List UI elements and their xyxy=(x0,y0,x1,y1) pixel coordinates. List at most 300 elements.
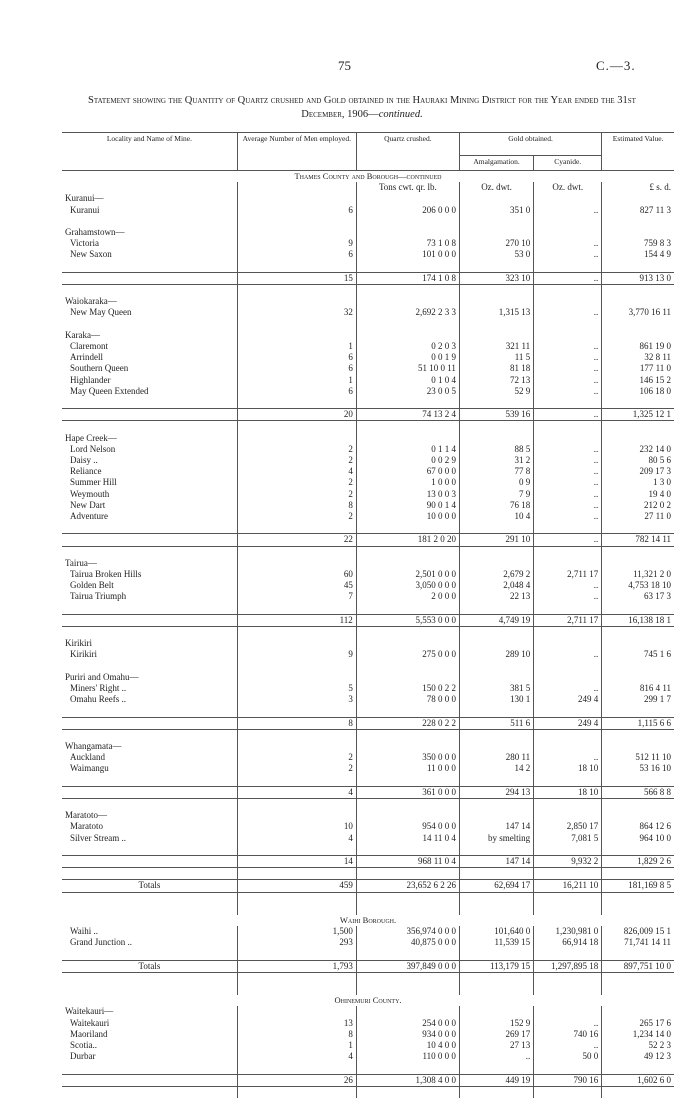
group-blank xyxy=(534,227,602,238)
spacer-cell xyxy=(356,421,459,433)
men-employed: 8 xyxy=(237,500,356,511)
spacer-cell xyxy=(237,844,356,856)
gold-cyanide: .. xyxy=(534,683,602,694)
spacer-cell xyxy=(534,705,602,717)
spacer-cell xyxy=(62,705,237,717)
quartz-crushed: 254 0 0 0 xyxy=(356,1018,459,1029)
group-name: Whangamata— xyxy=(65,740,122,751)
group-blank xyxy=(602,330,674,341)
estimated-value: 16,138 18 1 xyxy=(602,614,674,626)
group-blank xyxy=(534,558,602,569)
label-cell xyxy=(62,855,237,867)
spacer-cell xyxy=(459,661,533,672)
group-blank xyxy=(356,227,459,238)
spacer-cell xyxy=(602,729,674,741)
group-blank xyxy=(237,810,356,821)
header-value: Estimated Value. xyxy=(602,133,674,171)
gold-amalgamation: 31 2 xyxy=(459,455,533,466)
group-blank xyxy=(237,741,356,752)
mine-name: Waimangu xyxy=(70,763,109,774)
spacer-cell xyxy=(534,868,602,880)
gold-amalgamation: 449 19 xyxy=(459,1074,533,1086)
spacer-cell xyxy=(602,775,674,787)
gold-amalgamation: 10 4 xyxy=(459,511,533,522)
men-employed: 10 xyxy=(237,821,356,832)
quartz-gold-table xyxy=(62,132,674,1098)
quartz-crushed: 78 0 0 0 xyxy=(356,694,459,705)
header-gold: Gold obtained. xyxy=(459,133,601,156)
group-blank xyxy=(534,638,602,649)
totals-label: Totals xyxy=(62,960,237,972)
men-employed: 2 xyxy=(237,477,356,488)
gold-amalgamation: 321 11 xyxy=(459,341,533,352)
subtotal-row xyxy=(62,272,674,284)
spacer-cell xyxy=(459,775,533,787)
subtotal-row xyxy=(62,855,674,867)
spacer-cell xyxy=(62,904,237,915)
table-row xyxy=(62,821,674,832)
spacer-cell xyxy=(534,844,602,856)
men-employed: 1,500 xyxy=(237,926,356,937)
estimated-value: 52 2 3 xyxy=(602,1040,674,1051)
group-blank xyxy=(459,741,533,752)
spacer-cell xyxy=(62,546,237,558)
gold-amalgamation: .. xyxy=(459,1051,533,1062)
group-heading-row xyxy=(62,1006,674,1017)
group-blank xyxy=(459,810,533,821)
spacer-row xyxy=(62,844,674,856)
spacer-cell xyxy=(237,904,356,915)
group-blank xyxy=(237,672,356,683)
spacer-cell xyxy=(459,522,533,534)
group-blank xyxy=(237,433,356,444)
gold-amalgamation: by smelting xyxy=(459,833,533,844)
gold-amalgamation: 7 9 xyxy=(459,489,533,500)
total-value: 897,751 10 0 xyxy=(602,960,674,972)
section-heading: Thames County and Borough—continued xyxy=(294,171,442,181)
subtotal-row xyxy=(62,614,674,626)
spacer-cell xyxy=(356,397,459,409)
quartz-crushed: 11 0 0 0 xyxy=(356,763,459,774)
estimated-value: 964 10 0 xyxy=(602,833,674,844)
gold-cyanide: .. xyxy=(534,363,602,374)
spacer-cell xyxy=(602,216,674,227)
units-men xyxy=(237,182,356,193)
label-cell xyxy=(62,1074,237,1086)
gold-amalgamation: 1,315 13 xyxy=(459,307,533,318)
table-row xyxy=(62,763,674,774)
table-row xyxy=(62,1051,674,1062)
gold-cyanide: 249 4 xyxy=(534,694,602,705)
group-blank xyxy=(534,672,602,683)
estimated-value: 177 11 0 xyxy=(602,363,674,374)
spacer-cell xyxy=(459,319,533,330)
mine-name: Claremont xyxy=(70,340,108,351)
group-blank xyxy=(534,193,602,204)
spacer-cell xyxy=(459,904,533,915)
men-employed: 3 xyxy=(237,694,356,705)
group-blank xyxy=(356,330,459,341)
spacer-cell xyxy=(534,904,602,915)
group-name: Tairua— xyxy=(65,557,97,568)
gold-cyanide: .. xyxy=(534,238,602,249)
spacer-cell xyxy=(534,421,602,433)
gold-amalgamation: 11 5 xyxy=(459,352,533,363)
estimated-value: 4,753 18 10 xyxy=(602,580,674,591)
table-row xyxy=(62,444,674,455)
gold-cyanide: 18 10 xyxy=(534,763,602,774)
spacer-cell xyxy=(534,729,602,741)
spacer-row xyxy=(62,868,674,880)
title-suffix: continued. xyxy=(378,109,423,120)
quartz-crushed: 13 0 0 3 xyxy=(356,489,459,500)
spacer-cell xyxy=(356,1063,459,1075)
estimated-value: 566 8 8 xyxy=(602,786,674,798)
table-row xyxy=(62,752,674,763)
spacer-row xyxy=(62,216,674,227)
quartz-crushed: 5,553 0 0 0 xyxy=(356,614,459,626)
gold-cyanide: 2,711 17 xyxy=(534,569,602,580)
group-blank xyxy=(356,741,459,752)
spacer-cell xyxy=(534,775,602,787)
men-employed: 2 xyxy=(237,455,356,466)
quartz-crushed: 206 0 0 0 xyxy=(356,205,459,216)
quartz-crushed: 1 0 0 0 xyxy=(356,477,459,488)
group-blank xyxy=(356,193,459,204)
label-cell xyxy=(62,614,237,626)
spacer-cell xyxy=(459,285,533,297)
total-quartz: 397,849 0 0 0 xyxy=(356,960,459,972)
table-row xyxy=(62,1018,674,1029)
spacer-cell xyxy=(602,285,674,297)
spacer-row xyxy=(62,626,674,638)
label-cell xyxy=(62,786,237,798)
spacer-cell xyxy=(62,261,237,273)
spacer-cell xyxy=(237,261,356,273)
estimated-value: 11,321 2 0 xyxy=(602,569,674,580)
estimated-value: 826,009 15 1 xyxy=(602,926,674,937)
spacer-row xyxy=(62,1063,674,1075)
men-employed: 2 xyxy=(237,489,356,500)
gold-cyanide: .. xyxy=(534,375,602,386)
spacer-cell xyxy=(237,216,356,227)
quartz-crushed: 356,974 0 0 0 xyxy=(356,926,459,937)
spacer-cell xyxy=(534,798,602,810)
gold-amalgamation: 88 5 xyxy=(459,444,533,455)
gold-amalgamation: 539 16 xyxy=(459,409,533,421)
gold-cyanide: .. xyxy=(534,307,602,318)
spacer-cell xyxy=(602,798,674,810)
quartz-crushed: 361 0 0 0 xyxy=(356,786,459,798)
spacer-cell xyxy=(62,397,237,409)
spacer-cell xyxy=(534,522,602,534)
units-value: £ s. d. xyxy=(602,182,674,193)
men-employed: 8 xyxy=(237,1029,356,1040)
quartz-crushed: 0 1 1 4 xyxy=(356,444,459,455)
spacer-cell xyxy=(62,775,237,787)
estimated-value: 1,829 2 6 xyxy=(602,855,674,867)
group-blank xyxy=(356,1006,459,1017)
quartz-crushed: 150 0 2 2 xyxy=(356,683,459,694)
spacer-cell xyxy=(602,261,674,273)
gold-cyanide: 790 16 xyxy=(534,1074,602,1086)
spacer-cell xyxy=(534,285,602,297)
spacer-cell xyxy=(62,216,237,227)
men-employed: 2 xyxy=(237,763,356,774)
spacer-cell xyxy=(356,522,459,534)
mine-name: Tairua Broken Hills xyxy=(70,568,142,579)
table-row xyxy=(62,386,674,397)
label-cell xyxy=(62,409,237,421)
group-name: Puriri and Omahu— xyxy=(65,671,139,682)
men-employed: 8 xyxy=(237,717,356,729)
men-employed: 1 xyxy=(237,1040,356,1051)
spacer-cell xyxy=(459,1063,533,1075)
total-cyanide: 16,211 10 xyxy=(534,880,602,892)
men-employed: 6 xyxy=(237,205,356,216)
men-employed: 6 xyxy=(237,386,356,397)
spacer-cell xyxy=(356,892,459,904)
spacer-cell xyxy=(237,603,356,615)
men-employed: 6 xyxy=(237,352,356,363)
spacer-cell xyxy=(602,705,674,717)
spacer-cell xyxy=(459,603,533,615)
table-row xyxy=(62,591,674,602)
quartz-crushed: 228 0 2 2 xyxy=(356,717,459,729)
group-blank xyxy=(602,193,674,204)
spacer-cell xyxy=(237,892,356,904)
mine-name: New Dart xyxy=(70,499,106,510)
quartz-crushed: 40,875 0 0 0 xyxy=(356,937,459,948)
mine-name: Silver Stream .. xyxy=(70,832,126,843)
subtotal-row xyxy=(62,717,674,729)
quartz-crushed: 0 0 2 9 xyxy=(356,455,459,466)
spacer-cell xyxy=(356,626,459,638)
spacer-cell xyxy=(534,546,602,558)
group-blank xyxy=(237,296,356,307)
spacer-cell xyxy=(237,397,356,409)
gold-cyanide: .. xyxy=(534,455,602,466)
estimated-value: 299 1 7 xyxy=(602,694,674,705)
men-employed: 293 xyxy=(237,937,356,948)
mine-name: Tairua Triumph xyxy=(70,591,127,602)
estimated-value: 106 18 0 xyxy=(602,386,674,397)
estimated-value: 1,234 14 0 xyxy=(602,1029,674,1040)
group-heading-row xyxy=(62,433,674,444)
estimated-value: 49 12 3 xyxy=(602,1051,674,1062)
gold-cyanide: .. xyxy=(534,649,602,660)
label-cell xyxy=(62,717,237,729)
quartz-crushed: 73 1 0 8 xyxy=(356,238,459,249)
group-blank xyxy=(237,193,356,204)
men-employed: 14 xyxy=(237,855,356,867)
gold-cyanide: .. xyxy=(534,500,602,511)
men-employed: 32 xyxy=(237,307,356,318)
spacer-cell xyxy=(534,1086,602,1098)
spacer-row xyxy=(62,261,674,273)
quartz-crushed: 2,501 0 0 0 xyxy=(356,569,459,580)
spacer-cell xyxy=(237,1063,356,1075)
group-blank xyxy=(602,638,674,649)
spacer-cell xyxy=(534,603,602,615)
group-blank xyxy=(534,741,602,752)
spacer-cell xyxy=(534,949,602,961)
gold-cyanide: 1,230,981 0 xyxy=(534,926,602,937)
table-row xyxy=(62,375,674,386)
mine-name: New May Queen xyxy=(70,307,132,318)
estimated-value: 759 8 3 xyxy=(602,238,674,249)
units-quartz: Tons cwt. qr. lb. xyxy=(356,182,459,193)
mine-name: Grand Junction .. xyxy=(70,937,132,948)
gold-amalgamation: 147 14 xyxy=(459,855,533,867)
group-name: Kuranui— xyxy=(65,193,104,204)
spacer-cell xyxy=(237,661,356,672)
spacer-row xyxy=(62,972,674,984)
group-blank xyxy=(534,1006,602,1017)
group-name: Karaka— xyxy=(65,329,100,340)
mine-name: Scotia.. xyxy=(70,1040,97,1051)
gold-amalgamation: 294 13 xyxy=(459,786,533,798)
spacer-cell xyxy=(356,319,459,330)
mine-name: May Queen Extended xyxy=(70,385,149,396)
spacer-cell xyxy=(459,546,533,558)
mine-name: Southern Queen xyxy=(70,363,129,374)
group-blank xyxy=(356,558,459,569)
men-employed: 22 xyxy=(237,534,356,546)
subtotal-row xyxy=(62,534,674,546)
group-blank xyxy=(356,672,459,683)
gold-amalgamation: 4,749 19 xyxy=(459,614,533,626)
table-row xyxy=(62,580,674,591)
spacer-cell xyxy=(534,892,602,904)
estimated-value: 745 1 6 xyxy=(602,649,674,660)
gold-cyanide: .. xyxy=(534,511,602,522)
group-heading-row xyxy=(62,227,674,238)
men-employed: 15 xyxy=(237,272,356,284)
subtotal-row xyxy=(62,409,674,421)
estimated-value: 212 0 2 xyxy=(602,500,674,511)
spacer-cell xyxy=(356,285,459,297)
spacer-row xyxy=(62,421,674,433)
gold-amalgamation: 14 2 xyxy=(459,763,533,774)
spacer-cell xyxy=(602,522,674,534)
estimated-value: 864 12 6 xyxy=(602,821,674,832)
units-row xyxy=(62,182,674,193)
gold-amalgamation: 323 10 xyxy=(459,272,533,284)
gold-cyanide: .. xyxy=(534,341,602,352)
estimated-value: 913 13 0 xyxy=(602,272,674,284)
spacer-cell xyxy=(356,261,459,273)
quartz-crushed: 1,308 4 0 0 xyxy=(356,1074,459,1086)
spacer-cell xyxy=(459,626,533,638)
group-heading-row xyxy=(62,193,674,204)
spacer-cell xyxy=(62,661,237,672)
label-cell xyxy=(62,534,237,546)
quartz-crushed: 350 0 0 0 xyxy=(356,752,459,763)
units-cyan: Oz. dwt. xyxy=(534,182,602,193)
gold-amalgamation: 2,048 4 xyxy=(459,580,533,591)
table-row xyxy=(62,649,674,660)
section-heading-row xyxy=(62,915,674,926)
quartz-crushed: 181 2 0 20 xyxy=(356,534,459,546)
quartz-crushed: 10 4 0 0 xyxy=(356,1040,459,1051)
gold-cyanide: 7,081 5 xyxy=(534,833,602,844)
gold-amalgamation: 2,679 2 xyxy=(459,569,533,580)
gold-amalgamation: 152 9 xyxy=(459,1018,533,1029)
quartz-crushed: 934 0 0 0 xyxy=(356,1029,459,1040)
gold-cyanide: .. xyxy=(534,534,602,546)
group-name: Grahamstown— xyxy=(65,227,125,237)
estimated-value: 3,770 16 11 xyxy=(602,307,674,318)
mine-name: Lord Nelson xyxy=(70,443,116,454)
group-name: Waitekauri— xyxy=(65,1006,114,1017)
spacer-cell xyxy=(356,798,459,810)
gold-cyanide: .. xyxy=(534,580,602,591)
spacer-cell xyxy=(534,397,602,409)
group-blank xyxy=(534,433,602,444)
quartz-crushed: 90 0 1 4 xyxy=(356,500,459,511)
total-men: 459 xyxy=(237,880,356,892)
table-row xyxy=(62,833,674,844)
spacer-row xyxy=(62,798,674,810)
estimated-value: 1,602 6 0 xyxy=(602,1074,674,1086)
gold-cyanide: .. xyxy=(534,444,602,455)
spacer-cell xyxy=(356,661,459,672)
mine-name: Maoriland xyxy=(70,1028,108,1039)
header-amalgamation: Amalgamation. xyxy=(459,156,533,171)
section-heading: Waihi Borough. xyxy=(339,914,397,925)
men-employed: 2 xyxy=(237,511,356,522)
spacer-cell xyxy=(459,984,533,995)
spacer-cell xyxy=(602,984,674,995)
spacer-cell xyxy=(237,705,356,717)
mine-name: Durbar xyxy=(70,1051,96,1062)
gold-amalgamation: 53 0 xyxy=(459,249,533,260)
quartz-crushed: 110 0 0 0 xyxy=(356,1051,459,1062)
group-heading-row xyxy=(62,296,674,307)
group-name: Kirikiri xyxy=(65,638,92,649)
spacer-cell xyxy=(237,285,356,297)
spacer-cell xyxy=(356,972,459,984)
quartz-crushed: 67 0 0 0 xyxy=(356,466,459,477)
page-reference: C.—3. xyxy=(596,58,636,73)
quartz-crushed: 3,050 0 0 0 xyxy=(356,580,459,591)
spacer-cell xyxy=(62,1086,237,1098)
men-employed: 2 xyxy=(237,444,356,455)
men-employed: 9 xyxy=(237,649,356,660)
quartz-crushed: 2 0 0 0 xyxy=(356,591,459,602)
mine-name: Kuranui xyxy=(70,204,100,215)
section-heading-row xyxy=(62,171,674,183)
table-row xyxy=(62,569,674,580)
spacer-cell xyxy=(459,397,533,409)
spacer-cell xyxy=(602,626,674,638)
gold-cyanide: .. xyxy=(534,752,602,763)
gold-cyanide: .. xyxy=(534,205,602,216)
spacer-cell xyxy=(356,1086,459,1098)
spacer-cell xyxy=(459,705,533,717)
table-body xyxy=(62,133,674,1099)
group-blank xyxy=(237,1006,356,1017)
group-blank xyxy=(356,638,459,649)
spacer-cell xyxy=(459,216,533,227)
estimated-value: 1,115 6 6 xyxy=(602,717,674,729)
label-cell xyxy=(62,272,237,284)
gold-cyanide: 2,850 17 xyxy=(534,821,602,832)
group-blank xyxy=(602,227,674,238)
table-row xyxy=(62,937,674,948)
spacer-cell xyxy=(534,984,602,995)
